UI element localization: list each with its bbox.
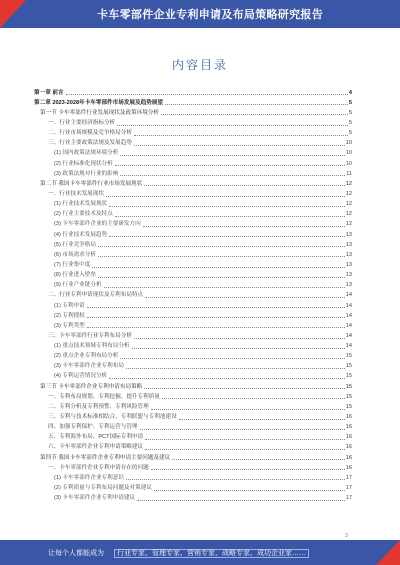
toc-entry-title: 第二章 2023-2028年卡车零部件市场发展及趋势展望	[34, 99, 163, 106]
toc-entry-title: 一、专利布局规划、专利挖掘、提升专利质量	[48, 393, 160, 400]
toc-entry-title: 第一章 前言	[34, 89, 64, 96]
toc-entry[interactable]	[34, 86, 352, 96]
toc-entry-page: 12	[345, 201, 352, 208]
toc-entry[interactable]	[34, 238, 352, 248]
toc-entry[interactable]	[34, 258, 352, 268]
footer-accent-corner	[376, 540, 400, 565]
toc-entry[interactable]	[34, 167, 352, 177]
report-title: 卡车零部件企业专利申请及布局策略研究报告	[97, 9, 323, 21]
toc-leader-dots	[98, 246, 345, 247]
toc-entry[interactable]	[34, 390, 352, 400]
toc-entry[interactable]	[34, 360, 352, 370]
toc-entry-title: 第三节 卡车零部件企业专利申请布局策略	[40, 383, 143, 390]
toc-leader-dots	[98, 256, 345, 257]
toc-entry-title: (4) 专利运营情况分析	[54, 373, 108, 380]
toc-entry-title: (4) 行业技术发展趋势	[54, 231, 108, 238]
toc-entry[interactable]	[34, 400, 352, 410]
toc-entry[interactable]	[34, 116, 352, 126]
toc-entry[interactable]	[34, 218, 352, 228]
toc-leader-dots	[143, 226, 345, 227]
header-accent-corner	[0, 0, 26, 28]
toc-entry-title: 一、卡车零部件企业专利申请存在的问题	[48, 464, 149, 471]
toc-leader-dots	[104, 287, 345, 288]
toc-entry[interactable]	[34, 137, 352, 147]
toc-leader-dots	[151, 409, 345, 410]
toc-entry-page: 13	[345, 231, 352, 238]
toc-entry-title: 三、专利与技术标准相结合、专利联盟与专利池建设	[48, 414, 177, 421]
toc-entry-title: 第一节 卡车零部件行业发展现状及政策环境分析	[40, 109, 160, 116]
toc-entry-title: (2) 专利质量与专利布局问题及对策建议	[54, 485, 152, 492]
toc-entry-page: 14	[345, 302, 352, 309]
toc-leader-dots	[134, 338, 345, 339]
toc-entry-title: 三、卡车零部件行业专利布局分析	[48, 332, 132, 339]
toc-entry-page: 15	[345, 383, 352, 390]
toc-entry-page: 12	[345, 221, 352, 228]
footer-band	[0, 540, 400, 565]
toc-entry-page: 12	[345, 211, 352, 218]
toc-entry-page: 14	[345, 343, 352, 350]
toc-entry-page: 17	[345, 495, 352, 502]
toc-leader-dots	[120, 175, 345, 176]
toc-entry-title: 一、行业主要经济指标分析	[48, 119, 116, 126]
table-of-contents	[34, 86, 352, 502]
toc-entry-page: 10	[345, 150, 352, 157]
toc-entry[interactable]	[34, 177, 352, 187]
toc-entry-page: 10	[345, 140, 352, 147]
toc-entry-title: 二、行业市场规模及竞争格局分析	[48, 130, 132, 137]
toc-leader-dots	[154, 490, 345, 491]
toc-entry-page: 16	[345, 434, 352, 441]
footer-lead: 让每个人都能成为	[48, 550, 104, 557]
toc-entry-page: 15	[345, 393, 352, 400]
toc-entry-title: (3) 政策法规对行业的影响	[54, 170, 119, 177]
toc-leader-dots	[120, 155, 344, 156]
toc-entry-title: 第二节 我国卡车零部件行业市场发展现状	[40, 180, 143, 187]
toc-entry-title: 三、行业主要政策法规及发展趋势	[48, 140, 132, 147]
toc-leader-dots	[120, 358, 344, 359]
toc-entry[interactable]	[34, 157, 352, 167]
toc-entry[interactable]	[34, 198, 352, 208]
toc-entry[interactable]	[34, 350, 352, 360]
toc-entry-title: (3) 卡车零部件企业专利布局	[54, 363, 124, 370]
toc-entry-page: 13	[345, 261, 352, 268]
toc-entry-page: 15	[345, 363, 352, 370]
toc-leader-dots	[66, 94, 348, 95]
toc-entry[interactable]	[34, 329, 352, 339]
toc-leader-dots	[161, 114, 348, 115]
toc-entry[interactable]	[34, 421, 352, 431]
toc-entry-page: 15	[345, 403, 352, 410]
toc-entry-page: 5	[348, 130, 352, 137]
toc-leader-dots	[145, 297, 345, 298]
toc-entry-title: (2) 专利授权	[54, 312, 85, 319]
toc-entry[interactable]	[34, 228, 352, 238]
toc-entry-page: 14	[345, 322, 352, 329]
header-band	[0, 0, 400, 28]
toc-entry-title: (8) 行业进入壁垒	[54, 272, 96, 279]
toc-entry[interactable]	[34, 431, 352, 441]
toc-leader-dots	[92, 267, 344, 268]
toc-entry-title: 四、加强专利保护、专利运营与管理	[48, 424, 138, 431]
toc-leader-dots	[165, 104, 348, 105]
toc-entry-title: (6) 市场需求分析	[54, 251, 96, 258]
toc-entry-page: 13	[345, 272, 352, 279]
toc-entry[interactable]	[34, 147, 352, 157]
toc-entry[interactable]	[34, 441, 352, 451]
toc-entry-page: 5	[348, 99, 352, 106]
toc-entry-page: 16	[345, 424, 352, 431]
toc-entry-title: (1) 国内政策法规环境分析	[54, 150, 119, 157]
toc-entry-title: (2) 行业标准化现状分析	[54, 160, 113, 167]
toc-leader-dots	[151, 469, 345, 470]
toc-entry-title: (2) 重点企业专利布局分析	[54, 353, 119, 360]
toc-leader-dots	[115, 165, 345, 166]
toc-leader-dots	[132, 348, 345, 349]
toc-entry[interactable]	[34, 471, 352, 481]
toc-leader-dots	[109, 378, 345, 379]
toc-entry-page: 15	[345, 353, 352, 360]
toc-entry[interactable]	[34, 269, 352, 279]
toc-entry-title: (9) 行业产业链分析	[54, 282, 102, 289]
toc-entry-page: 12	[345, 180, 352, 187]
toc-leader-dots	[109, 236, 345, 237]
toc-entry-page: 11	[346, 170, 352, 177]
toc-leader-dots	[87, 317, 345, 318]
toc-entry-title: 二、专利分析及专利预警、专利风险管理	[48, 403, 149, 410]
toc-leader-dots	[144, 185, 345, 186]
toc-leader-dots	[137, 500, 345, 501]
toc-leader-dots	[144, 388, 345, 389]
toc-leader-dots	[126, 368, 345, 369]
toc-entry-page: 12	[345, 190, 352, 197]
toc-entry[interactable]	[34, 208, 352, 218]
toc-entry[interactable]	[34, 279, 352, 289]
toc-entry[interactable]	[34, 309, 352, 319]
toc-entry-page: 16	[345, 454, 352, 461]
toc-leader-dots	[109, 206, 345, 207]
toc-entry-page: 5	[348, 109, 352, 116]
toc-entry-page: 14	[345, 312, 352, 319]
toc-entry[interactable]	[34, 451, 352, 461]
toc-leader-dots	[179, 419, 345, 420]
toc-entry-title: (1) 专利申请	[54, 302, 85, 309]
toc-leader-dots	[172, 459, 345, 460]
toc-entry-page: 16	[345, 414, 352, 421]
toc-entry[interactable]	[34, 187, 352, 197]
toc-entry-title: (3) 专利类型	[54, 322, 85, 329]
toc-leader-dots	[115, 216, 345, 217]
toc-leader-dots	[162, 398, 345, 399]
footer-slogan	[48, 548, 309, 558]
toc-entry[interactable]	[34, 299, 352, 309]
toc-entry-page: 13	[345, 282, 352, 289]
toc-entry-title: 五、专利海外布局、PCT国际专利申请	[48, 434, 144, 441]
toc-entry[interactable]	[34, 289, 352, 299]
toc-leader-dots	[126, 479, 345, 480]
toc-entry-title: (2) 行业主要技术及特点	[54, 211, 113, 218]
toc-entry-title: (3) 卡车零部件企业的主要研发方向	[54, 221, 141, 228]
toc-entry-page: 17	[345, 485, 352, 492]
toc-entry[interactable]	[34, 340, 352, 350]
toc-entry-title: (1) 卡车零部件企业专利意识	[54, 474, 124, 481]
toc-leader-dots	[87, 327, 345, 328]
toc-entry-title: (1) 行业技术发展现状	[54, 201, 108, 208]
toc-leader-dots	[145, 439, 345, 440]
toc-leader-dots	[134, 145, 345, 146]
toc-entry-page: 16	[345, 464, 352, 471]
toc-entry-title: (7) 行业集中度	[54, 261, 91, 268]
toc-entry-page: 16	[345, 444, 352, 451]
toc-entry[interactable]	[34, 127, 352, 137]
toc-entry-page: 4	[348, 89, 352, 96]
toc-entry[interactable]	[34, 319, 352, 329]
toc-entry[interactable]	[34, 380, 352, 390]
toc-leader-dots	[145, 449, 345, 450]
toc-entry-title: (1) 重点技术领域专利布局分析	[54, 343, 130, 350]
toc-leader-dots	[140, 429, 345, 430]
toc-entry-page: 14	[345, 332, 352, 339]
toc-entry[interactable]	[34, 411, 352, 421]
toc-leader-dots	[117, 125, 348, 126]
toc-heading: 内容目录	[171, 58, 228, 72]
toc-entry[interactable]	[34, 248, 352, 258]
toc-entry-page: 13	[345, 251, 352, 258]
toc-entry-page: 17	[345, 474, 352, 481]
footer-roles: 行业专家、管理专家、营销专家、战略专家、成功企业家……	[114, 549, 309, 558]
toc-leader-dots	[106, 196, 345, 197]
toc-entry[interactable]	[34, 106, 352, 116]
toc-entry-title: 第四节 我国卡车零部件企业专利申请主要问题及建议	[40, 454, 171, 461]
toc-entry[interactable]	[34, 461, 352, 471]
toc-entry-page: 14	[345, 292, 352, 299]
toc-leader-dots	[87, 307, 345, 308]
toc-entry-page: 13	[345, 241, 352, 248]
toc-entry-page: 5	[348, 119, 352, 126]
toc-entry-page: 15	[345, 373, 352, 380]
toc-leader-dots	[134, 135, 348, 136]
toc-entry[interactable]	[34, 481, 352, 491]
toc-entry-title: (3) 卡车零部件企业专利申请建议	[54, 495, 136, 502]
toc-entry[interactable]	[34, 370, 352, 380]
toc-entry-title: (5) 行业竞争格局	[54, 241, 96, 248]
toc-entry[interactable]	[34, 492, 352, 502]
toc-entry[interactable]	[34, 96, 352, 106]
page-number: 3	[345, 533, 348, 539]
toc-entry-page: 10	[345, 160, 352, 167]
toc-entry-title: 六、卡车零部件企业专利申请策略建议	[48, 444, 144, 451]
toc-entry-title: 一、行业技术发展现状	[48, 190, 104, 197]
toc-entry-title: 二、行业专利申请现状及专利布局特点	[48, 292, 144, 299]
toc-leader-dots	[98, 277, 345, 278]
